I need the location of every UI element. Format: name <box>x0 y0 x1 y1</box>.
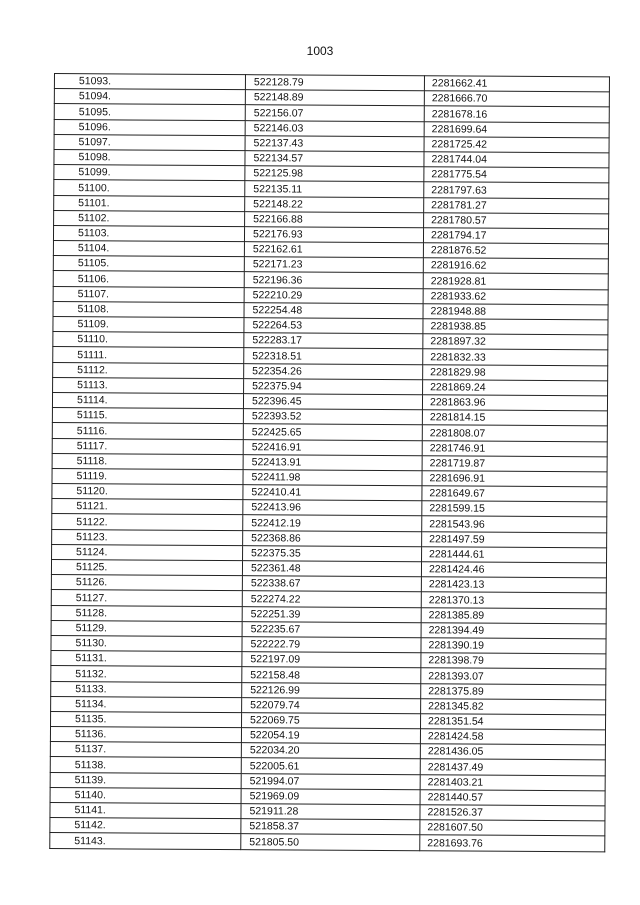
northing-cell: 2281398.79 <box>421 653 606 669</box>
point-number-cell: 51132. <box>51 666 242 682</box>
northing-cell: 2281829.98 <box>423 364 608 380</box>
point-number-cell: 51141. <box>50 802 241 818</box>
northing-cell: 2281385.89 <box>421 607 606 623</box>
northing-cell: 2281780.57 <box>424 212 609 228</box>
easting-cell: 522166.88 <box>245 211 424 227</box>
easting-cell: 522148.22 <box>245 196 424 212</box>
northing-cell: 2281678.16 <box>424 106 609 122</box>
northing-cell: 2281444.61 <box>422 547 607 563</box>
point-number-cell: 51114. <box>52 392 243 408</box>
easting-cell: 522413.91 <box>243 454 422 470</box>
northing-cell: 2281916.62 <box>423 258 608 274</box>
northing-cell: 2281775.54 <box>424 167 609 183</box>
point-number-cell: 51111. <box>53 347 244 363</box>
point-number-cell: 51127. <box>51 590 242 606</box>
easting-cell: 522079.74 <box>242 697 421 713</box>
easting-cell: 521994.07 <box>241 773 420 789</box>
easting-cell: 521858.37 <box>241 819 420 835</box>
point-number-cell: 51126. <box>51 575 242 591</box>
northing-cell: 2281599.15 <box>422 501 607 517</box>
point-number-cell: 51138. <box>50 757 241 773</box>
point-number-cell: 51122. <box>52 514 243 530</box>
easting-cell: 521805.50 <box>241 834 420 850</box>
northing-cell: 2281424.58 <box>420 729 605 745</box>
point-number-cell: 51112. <box>53 362 244 378</box>
easting-cell: 522176.93 <box>244 227 423 243</box>
northing-cell: 2281869.24 <box>423 380 608 396</box>
point-number-cell: 51117. <box>52 438 243 454</box>
point-number-cell: 51106. <box>53 271 244 287</box>
point-number-cell: 51097. <box>54 134 245 150</box>
northing-cell: 2281832.33 <box>423 349 608 365</box>
point-number-cell: 51102. <box>54 210 245 226</box>
easting-cell: 522393.52 <box>243 409 422 425</box>
point-number-cell: 51105. <box>53 256 244 272</box>
point-number-cell: 51120. <box>52 484 243 500</box>
northing-cell: 2281797.63 <box>424 182 609 198</box>
northing-cell: 2281666.70 <box>424 91 609 107</box>
point-number-cell: 51142. <box>50 818 241 834</box>
northing-cell: 2281393.07 <box>421 668 606 684</box>
point-number-cell: 51135. <box>51 711 242 727</box>
easting-cell: 522005.61 <box>241 758 420 774</box>
northing-cell: 2281863.96 <box>422 395 607 411</box>
easting-cell: 522069.75 <box>242 713 421 729</box>
northing-cell: 2281725.42 <box>424 137 609 153</box>
northing-cell: 2281794.17 <box>423 228 608 244</box>
northing-cell: 2281938.85 <box>423 319 608 335</box>
northing-cell: 2281607.50 <box>420 820 605 836</box>
easting-cell: 522368.86 <box>243 530 422 546</box>
point-number-cell: 51116. <box>52 423 243 439</box>
northing-cell: 2281693.76 <box>420 835 605 851</box>
northing-cell: 2281781.27 <box>424 197 609 213</box>
easting-cell: 522425.65 <box>243 424 422 440</box>
easting-cell: 522254.48 <box>244 302 423 318</box>
northing-cell: 2281649.67 <box>422 486 607 502</box>
easting-cell: 522264.53 <box>244 318 423 334</box>
point-number-cell: 51139. <box>50 772 241 788</box>
point-number-cell: 51128. <box>51 605 242 621</box>
easting-cell: 521911.28 <box>241 804 420 820</box>
easting-cell: 522156.07 <box>245 105 424 121</box>
easting-cell: 522125.98 <box>245 166 424 182</box>
point-number-cell: 51113. <box>53 377 244 393</box>
easting-cell: 522416.91 <box>243 439 422 455</box>
point-number-cell: 51137. <box>50 742 241 758</box>
easting-cell: 521969.09 <box>241 788 420 804</box>
easting-cell: 522412.19 <box>243 515 422 531</box>
easting-cell: 522210.29 <box>244 287 423 303</box>
point-number-cell: 51109. <box>53 316 244 332</box>
point-number-cell: 51118. <box>52 453 243 469</box>
point-number-cell: 51119. <box>52 468 243 484</box>
easting-cell: 522135.11 <box>245 181 424 197</box>
northing-cell: 2281744.04 <box>424 152 609 168</box>
point-number-cell: 51129. <box>51 620 242 636</box>
easting-cell: 522396.45 <box>243 394 422 410</box>
point-number-cell: 51121. <box>52 499 243 515</box>
point-number-cell: 51110. <box>53 332 244 348</box>
point-number-cell: 51099. <box>54 165 245 181</box>
northing-cell: 2281375.89 <box>421 683 606 699</box>
northing-cell: 2281436.05 <box>420 744 605 760</box>
northing-cell: 2281876.52 <box>423 243 608 259</box>
point-number-cell: 51108. <box>53 301 244 317</box>
northing-cell: 2281424.46 <box>421 562 606 578</box>
point-number-cell: 51104. <box>53 241 244 257</box>
easting-cell: 522375.94 <box>244 378 423 394</box>
easting-cell: 522054.19 <box>241 728 420 744</box>
northing-cell: 2281403.21 <box>420 774 605 790</box>
easting-cell: 522411.98 <box>243 470 422 486</box>
northing-cell: 2281808.07 <box>422 425 607 441</box>
easting-cell: 522134.57 <box>245 151 424 167</box>
point-number-cell: 51098. <box>54 149 245 165</box>
easting-cell: 522158.48 <box>242 667 421 683</box>
easting-cell: 522410.41 <box>243 485 422 501</box>
point-number-cell: 51094. <box>54 89 245 105</box>
easting-cell: 522146.03 <box>245 120 424 136</box>
easting-cell: 522354.26 <box>244 363 423 379</box>
easting-cell: 522128.79 <box>245 75 424 91</box>
easting-cell: 522338.67 <box>242 576 421 592</box>
northing-cell: 2281437.49 <box>420 759 605 775</box>
northing-cell: 2281370.13 <box>421 592 606 608</box>
point-number-cell: 51136. <box>50 727 241 743</box>
point-number-cell: 51107. <box>53 286 244 302</box>
coordinates-table <box>49 73 610 852</box>
easting-cell: 522148.89 <box>245 90 424 106</box>
northing-cell: 2281928.81 <box>423 273 608 289</box>
northing-cell: 2281526.37 <box>420 805 605 821</box>
northing-cell: 2281497.59 <box>422 531 607 547</box>
northing-cell: 2281696.91 <box>422 471 607 487</box>
easting-cell: 522283.17 <box>244 333 423 349</box>
point-number-cell: 51131. <box>51 651 242 667</box>
easting-cell: 522361.48 <box>242 561 421 577</box>
easting-cell: 522274.22 <box>242 591 421 607</box>
northing-cell: 2281933.62 <box>423 288 608 304</box>
point-number-cell: 51101. <box>54 195 245 211</box>
easting-cell: 522251.39 <box>242 606 421 622</box>
northing-cell: 2281351.54 <box>421 714 606 730</box>
northing-cell: 2281390.19 <box>421 638 606 654</box>
point-number-cell: 51125. <box>51 559 242 575</box>
point-number-cell: 51130. <box>51 635 242 651</box>
point-number-cell: 51143. <box>50 833 241 849</box>
northing-cell: 2281662.41 <box>424 76 609 92</box>
northing-cell: 2281719.87 <box>422 455 607 471</box>
northing-cell: 2281746.91 <box>422 440 607 456</box>
northing-cell: 2281897.32 <box>423 334 608 350</box>
point-number-cell: 51096. <box>54 119 245 135</box>
northing-cell: 2281440.57 <box>420 790 605 806</box>
easting-cell: 522034.20 <box>241 743 420 759</box>
easting-cell: 522162.61 <box>244 242 423 258</box>
northing-cell: 2281948.88 <box>423 304 608 320</box>
point-number-cell: 51100. <box>54 180 245 196</box>
easting-cell: 522137.43 <box>245 135 424 151</box>
northing-cell: 2281345.82 <box>421 698 606 714</box>
easting-cell: 522197.09 <box>242 652 421 668</box>
northing-cell: 2281814.15 <box>422 410 607 426</box>
northing-cell: 2281423.13 <box>421 577 606 593</box>
point-number-cell: 51103. <box>53 225 244 241</box>
easting-cell: 522413.96 <box>243 500 422 516</box>
easting-cell: 522235.67 <box>242 621 421 637</box>
easting-cell: 522318.51 <box>244 348 423 364</box>
easting-cell: 522196.36 <box>244 272 423 288</box>
point-number-cell: 51093. <box>54 74 245 90</box>
easting-cell: 522222.79 <box>242 637 421 653</box>
coordinates-table-body <box>50 74 610 852</box>
table-row <box>50 833 605 852</box>
northing-cell: 2281394.49 <box>421 623 606 639</box>
point-number-cell: 51124. <box>52 544 243 560</box>
point-number-cell: 51115. <box>52 408 243 424</box>
point-number-cell: 51123. <box>52 529 243 545</box>
easting-cell: 522171.23 <box>244 257 423 273</box>
point-number-cell: 51134. <box>51 696 242 712</box>
point-number-cell: 51133. <box>51 681 242 697</box>
northing-cell: 2281699.64 <box>424 121 609 137</box>
easting-cell: 522126.99 <box>242 682 421 698</box>
point-number-cell: 51140. <box>50 787 241 803</box>
point-number-cell: 51095. <box>54 104 245 120</box>
page-number: 1003 <box>306 44 334 58</box>
northing-cell: 2281543.96 <box>422 516 607 532</box>
easting-cell: 522375.35 <box>243 545 422 561</box>
